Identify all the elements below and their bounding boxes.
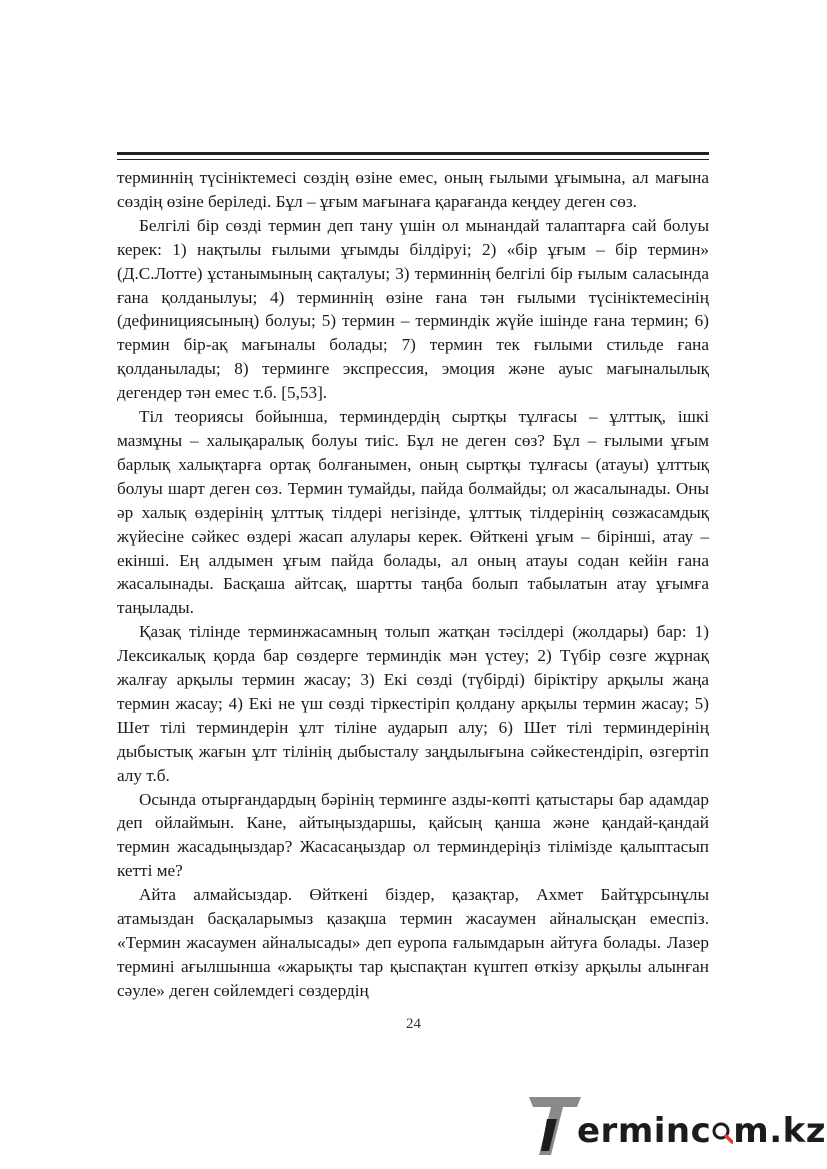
paragraph-5: Осында отырғандардың бәрінің терминге азды-көпті қатыстары бар адамдар деп ойлаймын. Кане, айтыңыздаршы, қайсың қанша және қандай-қандай термин жасадыңыздар? Жасасаңыздар ол терминдеріңіз тілімізде қалыптасып кетті ме? [117, 789, 709, 881]
magnifier-icon [711, 1113, 733, 1137]
logo-text-part-2: m.kz [733, 1111, 827, 1151]
body-text [117, 166, 709, 1003]
logo-text [577, 1111, 826, 1151]
logo-text-part-1: ermin [577, 1111, 691, 1151]
paragraph-3: Тіл теориясы бойынша, терминдердің сыртқы тұлғасы – ұлттық, ішкі мазмұны – халықаралық болуы тиіс. Бұл не деген сөз? Бұл – ғылыми ұғым барлық халықтарға ортақ болғанымен, оның сыртқы тұлғасы (атауы) ұлттық болуы шарт деген сөз. Термин тумайды, пайда болмайды; ол жасалынады. Оны әр халық өздерінің ұлттық тілдері негізінде, ұлттық тілдерінің сөзжасамдық жүйесіне сәйкес өздері жасап алулары керек. Өйткені ұғым – бірінші, атау – екінші. Ең алдымен ұғым пайда болады, ал оның атауы содан кейін ғана жасалынады. Басқаша айтсақ, шартты таңба болып табылатын атау ұғымға таңылады. [117, 407, 709, 618]
logo-t-icon [527, 1095, 583, 1157]
paragraph-6: Айта алмайсыздар. Өйткені біздер, қазақтар, Ахмет Байтұрсынұлы атамыздан басқаларымыз қазақша термин жасаумен айналысқан емеспіз. «Термин жасаумен айналысады» деп еуропа ғалымдарын айтуға болады. Лазер термині ағылшынша «жарықты тар қыспақтан күштеп өткізу арқылы алынған сәуле» деген сөйлемдегі сөздердің [117, 885, 709, 1000]
page-number: 24 [406, 1016, 421, 1032]
paragraph-1: терминнің түсініктемесі сөздің өзіне емес, оның ғылыми ұғымына, ал мағына сөздің өзіне беріледі. Бұл – ұғым мағынаға қарағанда кеңдеу деген сөз. [117, 168, 709, 211]
header-rule-thick [117, 152, 709, 155]
termincom-logo [527, 1095, 827, 1157]
paragraph-2: Белгілі бір сөзді термин деп тану үшін ол мынандай талаптарға сай болуы керек: 1) нақтылы ғылыми ұғымды білдіруі; 2) «бір ұғым – бір термин» (Д.С.Лотте) ұстанымының сақталуы; 3) терминнің белгілі бір ғылым саласында ғана қолданылуы; 4) терминнің өзіне ғана тән ғылыми түсініктемесінің (дефинициясының) болуы; 5) термин – терминдік жүйе ішінде ғана термин; 6) термин бір-ақ мағыналы болады; 7) термин тек ғылыми стильде ғана қолданылады; 8) терминге экспрессия, эмоция және ауыс мағыналылық дегендер тән емес т.б. [5,53]. [117, 215, 709, 403]
header-rule-thin [117, 159, 709, 160]
logo-text-c: c [690, 1111, 712, 1151]
paragraph-4: Қазақ тілінде терминжасамның толып жатқан тәсілдері (жолдары) бар: 1) Лексикалық қорда бар сөздерге терминдік мән үстеу; 2) Түбір сөзге жұрнақ жалғау арқылы термин жасау; 3) Екі сөзді (түбірді) біріктіру арқылы жаңа термин жасау; 4) Екі не үш сөзді тіркестіріп қолдану арқылы термин жасау; 5) Шет тілі терминдерін ұлт тіліне аударып алу; 6) Шет тілі терминдерінің дыбыстық жағын ұлт тілінің дыбысталу заңдылығына сәйкестендіріп, өзгертіп алу т.б. [117, 622, 709, 785]
